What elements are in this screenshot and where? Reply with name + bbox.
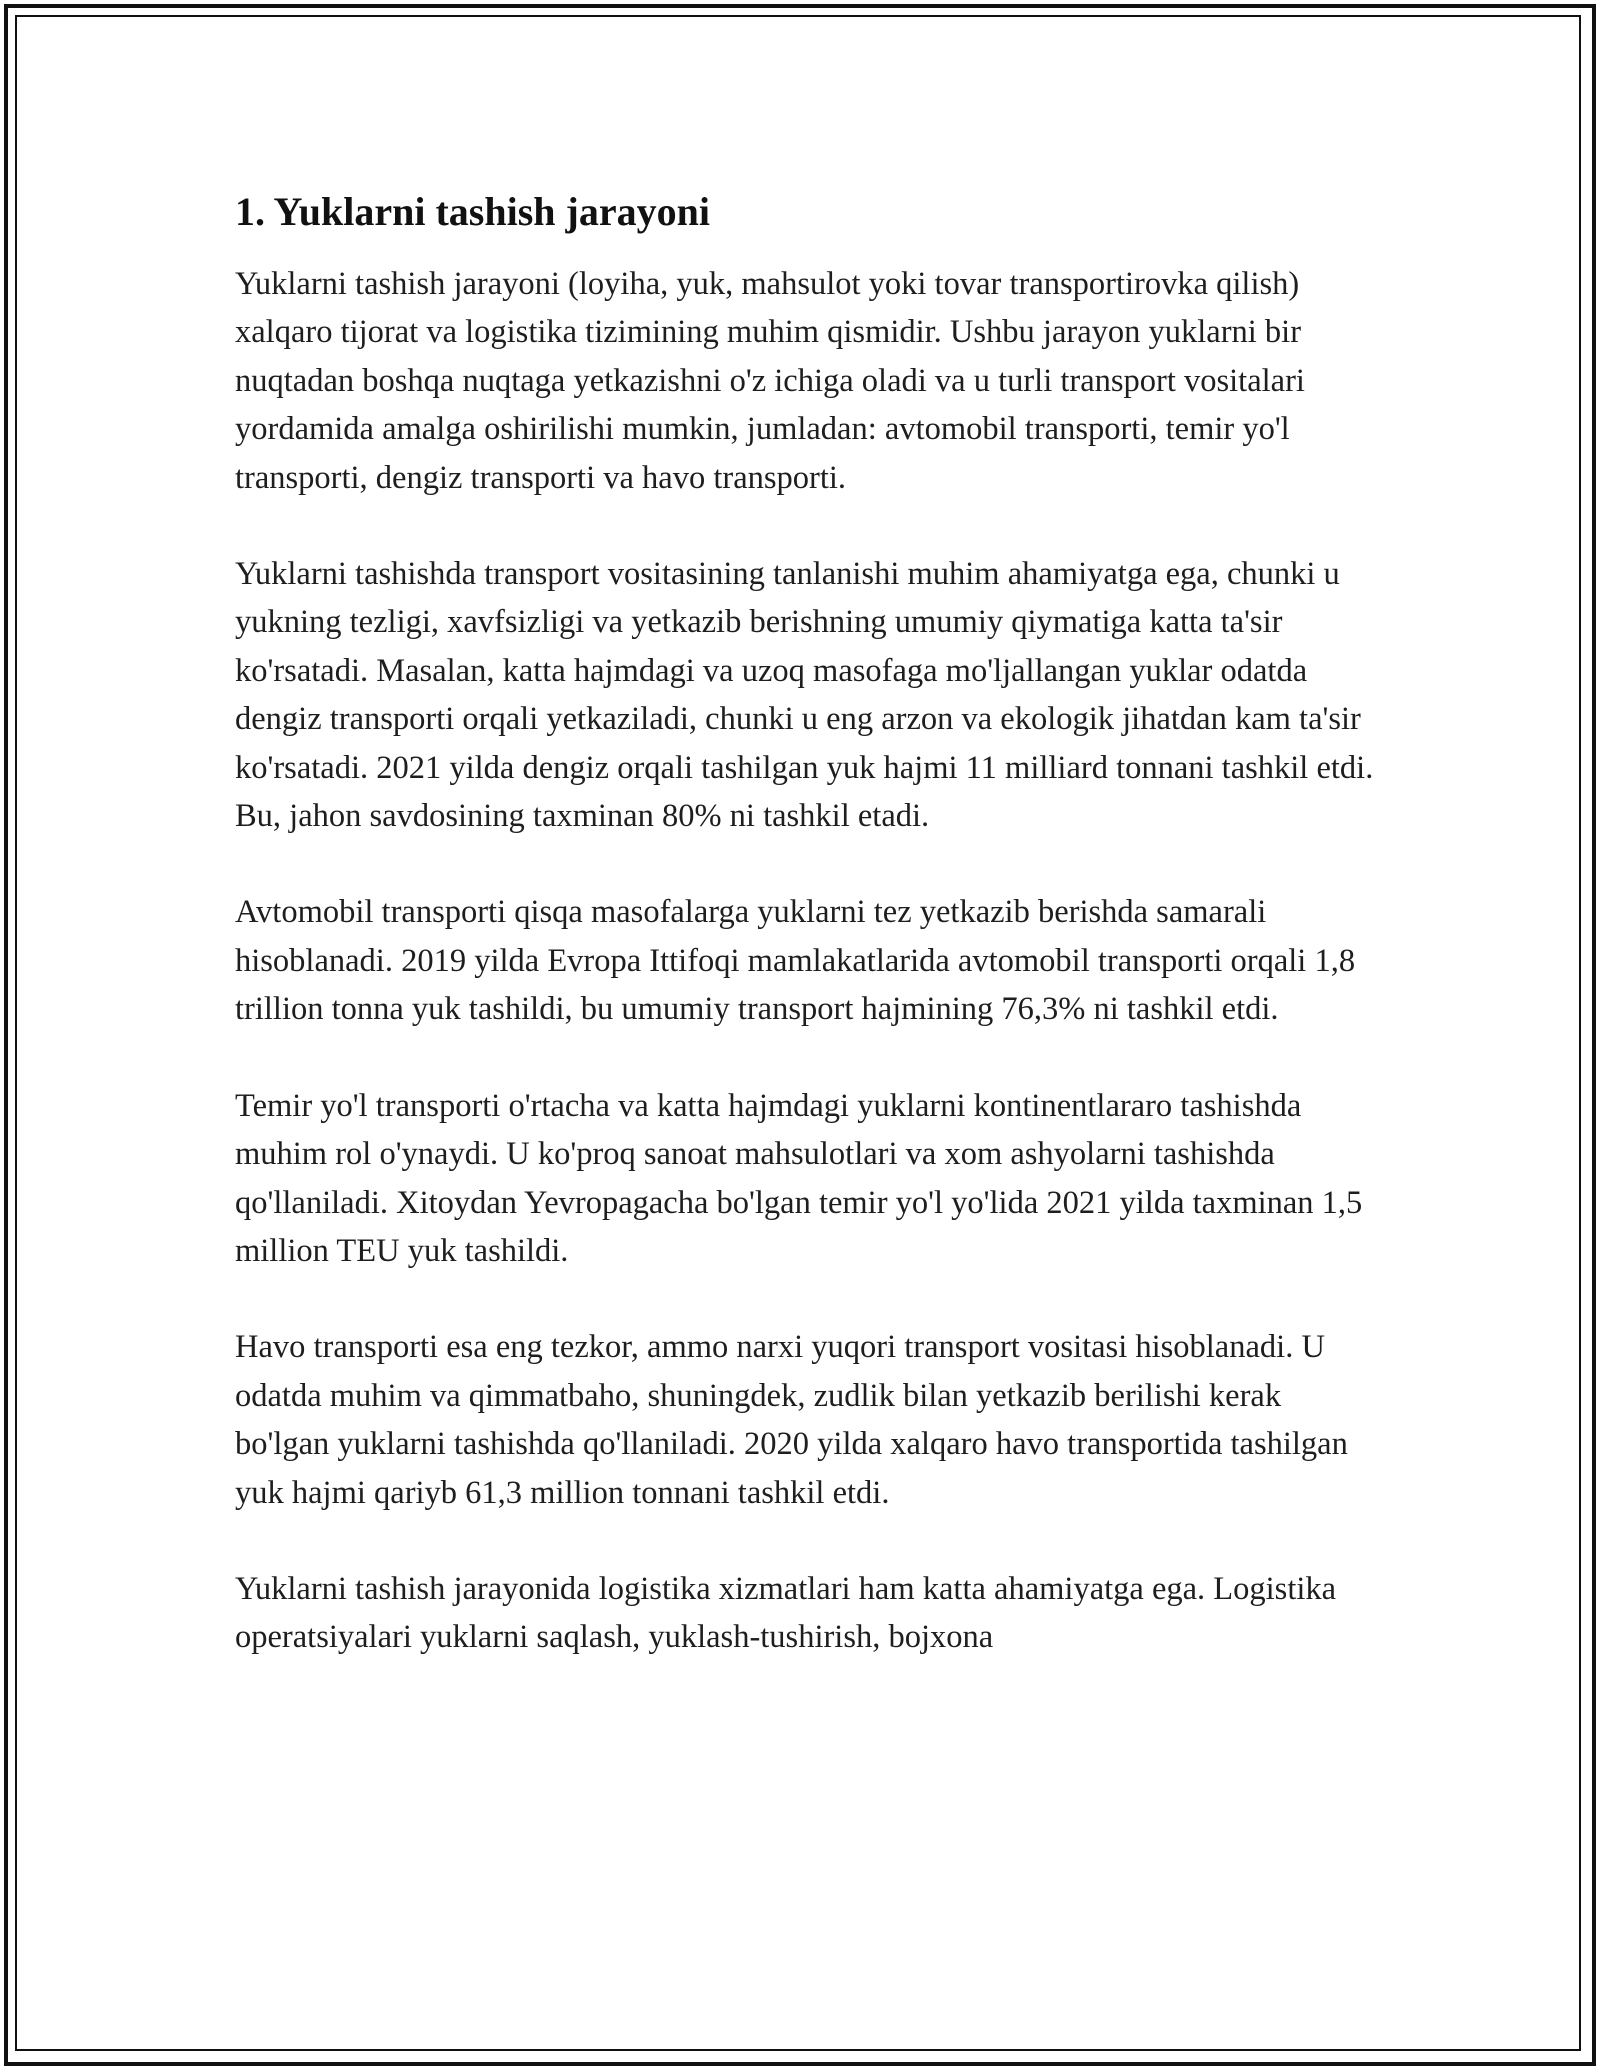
paragraph-rail-transport: Temir yo'l transporti o'rtacha va katta hajmdagi yuklarni kontinentlararo tashishda muhim rol o'ynaydi. U ko'proq sanoat mahsulotlari va xom ashyolarni tashishda qo'llaniladi. Xitoydan Yevropagacha bo'lgan temir yo'l yo'lida 2021 yilda taxminan 1,5 million TEU yuk tashildi. xyxy=(235,1087,1363,1269)
paragraph-air-transport: Havo transporti esa eng tezkor, ammo narxi yuqori transport vositasi hisoblanadi. U odatda muhim va qimmatbaho, shuningdek, zudlik bilan yetkazib berilishi kerak bo'lgan yuklarni tashishda qo'llaniladi. 2020 yilda xalqaro havo transportida tashilgan yuk hajmi qariyb 61,3 million tonnani tashkil etdi. xyxy=(235,1329,1348,1511)
document-body xyxy=(235,184,1375,1710)
paragraph-road-transport: Avtomobil transporti qisqa masofalarga yuklarni tez yetkazib berishda samarali hisoblanadi. 2019 yilda Evropa Ittifoqi mamlakatlarida avtomobil transporti orqali 1,8 trillion tonna yuk tashildi, bu umumiy transport hajmining 76,3% ni tashkil etdi. xyxy=(235,894,1356,1028)
paragraph-transport-choice: Yuklarni tashishda transport vositasining tanlanishi muhim ahamiyatga ega, chunki u yukning tezligi, xavfsizligi va yetkazib berishning umumiy qiymatiga katta ta'sir ko'rsatadi. Masalan, katta hajmdagi va uzoq masofaga mo'ljallangan yuklar odatda dengiz transporti orqali yetkaziladi, chunki u eng arzon va ekologik jihatdan kam ta'sir ko'rsatadi. 2021 yilda dengiz orqali tashilgan yuk hajmi 11 milliard tonnani tashkil etdi. Bu, jahon savdosining taxminan 80% ni tashkil etadi. xyxy=(235,556,1374,835)
paragraph-logistics: Yuklarni tashish jarayonida logistika xizmatlari ham katta ahamiyatga ega. Logistika operatsiyalari yuklarni saqlash, yuklash-tushirish, bojxona xyxy=(235,1570,1337,1656)
section-heading: 1. Yuklarni tashish jarayoni xyxy=(235,189,710,234)
paragraph-intro: Yuklarni tashish jarayoni (loyiha, yuk, mahsulot yoki tovar transportirovka qilish) xalqaro tijorat va logistika tizimining muhim qismidir. Ushbu jarayon yuklarni bir nuqtadan boshqa nuqtaga yetkazishni o'z ichiga oladi va u turli transport vositalari yordamida amalga oshirilishi mumkin, jumladan: avtomobil transporti, temir yo'l transporti, dengiz transporti va havo transporti. xyxy=(235,266,1305,496)
